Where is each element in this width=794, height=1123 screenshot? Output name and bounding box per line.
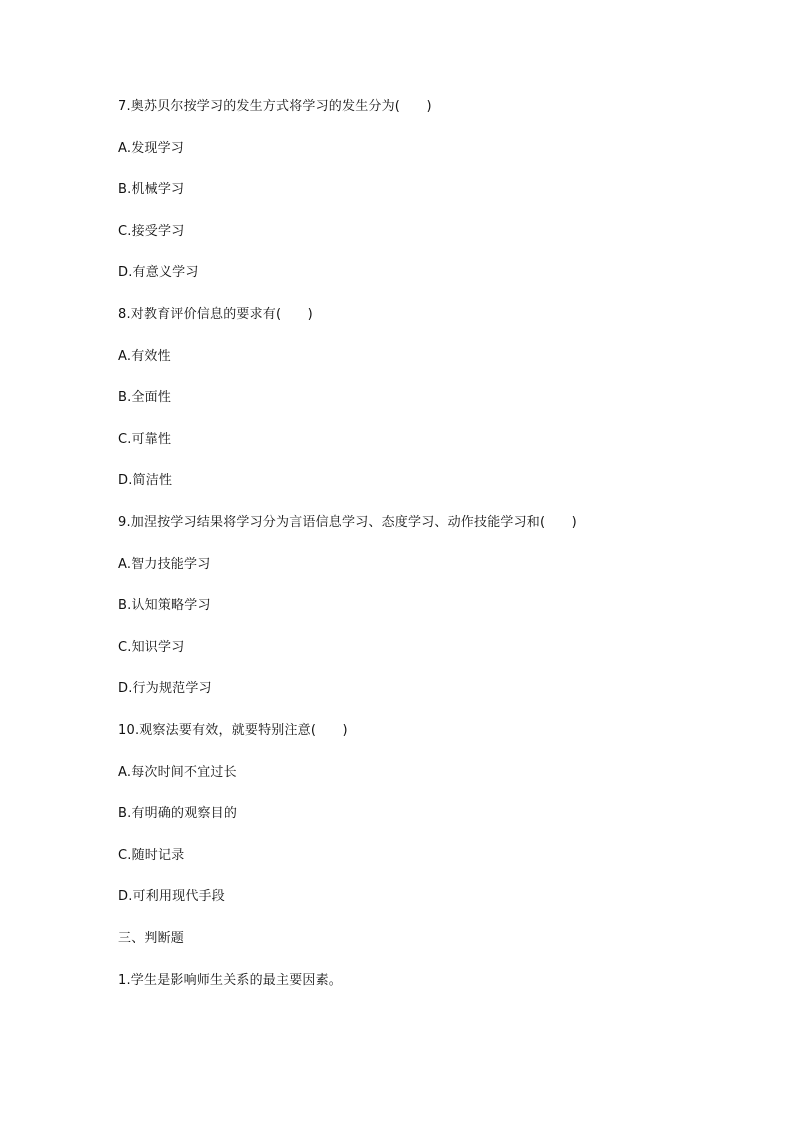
section-heading-true-false: 三、判断题 bbox=[118, 931, 185, 946]
question-7-option-b: B.机械学习 bbox=[118, 182, 185, 197]
question-10-option-a: A.每次时间不宜过长 bbox=[118, 765, 237, 780]
question-7-option-a: A.发现学习 bbox=[118, 141, 184, 156]
question-7-stem: 7.奥苏贝尔按学习的发生方式将学习的发生分为( ) bbox=[118, 99, 432, 114]
question-8-option-c: C.可靠性 bbox=[118, 432, 172, 447]
question-8-option-d: D.简洁性 bbox=[118, 473, 173, 488]
question-8-option-b: B.全面性 bbox=[118, 390, 172, 405]
question-7-option-c: C.接受学习 bbox=[118, 224, 185, 239]
question-8-option-a: A.有效性 bbox=[118, 349, 171, 364]
question-10-stem: 10.观察法要有效，就要特别注意( ) bbox=[118, 723, 348, 738]
question-10-option-b: B.有明确的观察目的 bbox=[118, 806, 238, 821]
question-10-option-c: C.随时记录 bbox=[118, 848, 185, 863]
question-9-option-a: A.智力技能学习 bbox=[118, 557, 211, 572]
question-9-option-d: D.行为规范学习 bbox=[118, 681, 212, 696]
question-9-option-c: C.知识学习 bbox=[118, 640, 185, 655]
true-false-question-1: 1.学生是影响师生关系的最主要因素。 bbox=[118, 973, 343, 988]
question-9-stem: 9.加涅按学习结果将学习分为言语信息学习、态度学习、动作技能学习和( ) bbox=[118, 515, 577, 530]
question-8-stem: 8.对教育评价信息的要求有( ) bbox=[118, 307, 313, 322]
question-7-option-d: D.有意义学习 bbox=[118, 265, 199, 280]
question-10-option-d: D.可利用现代手段 bbox=[118, 889, 225, 904]
question-9-option-b: B.认知策略学习 bbox=[118, 598, 211, 613]
